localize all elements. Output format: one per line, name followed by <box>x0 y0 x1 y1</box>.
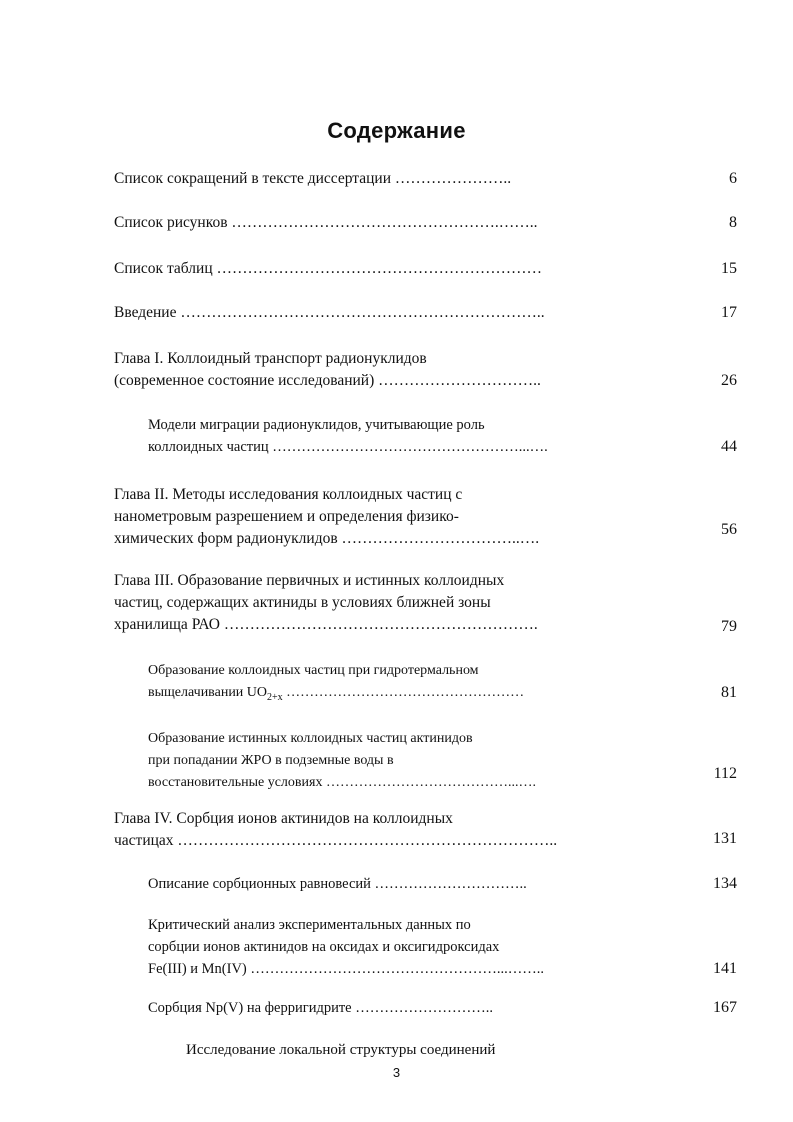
leader-dots: …………………………………………… <box>282 685 525 700</box>
toc-entry-text: сорбции ионов актинидов на оксидах и оксигидроксидах <box>148 939 500 955</box>
toc-entry-text: Критический анализ экспериментальных данных по <box>148 917 471 933</box>
toc-entry-text: восстановительные условиях …………………………………...…. <box>148 775 536 790</box>
toc-entry-text: Исследование локальной структуры соединений <box>186 1042 496 1058</box>
toc-page-number: 81 <box>721 684 737 701</box>
toc-page-number: 141 <box>713 960 737 977</box>
toc-entry-text: Список рисунков …………………………………………….…….. <box>114 214 538 231</box>
toc-page-number: 56 <box>721 521 737 538</box>
toc-page-number: 26 <box>721 372 737 389</box>
toc-entry-text: при попадании ЖРО в подземные воды в <box>148 753 394 768</box>
toc-page-number: 131 <box>713 830 737 847</box>
toc-page-number: 79 <box>721 618 737 635</box>
toc-entry-text: Описание сорбционных равновесий ………………………….. <box>148 876 527 892</box>
toc-entry-text: Сорбция Np(V) на ферригидрите ……………………….. <box>148 1000 493 1016</box>
toc-entry-text: Модели миграции радионуклидов, учитывающие роль <box>148 417 485 433</box>
page-title: Содержание <box>327 118 466 143</box>
formula-prefix: выщелачивании UO <box>148 685 268 700</box>
toc-entry-text: Список сокращений в тексте диссертации ………………….. <box>114 170 512 187</box>
toc-page-number: 8 <box>729 214 737 231</box>
toc-entry-text: Глава III. Образование первичных и истинных коллоидных <box>114 572 505 589</box>
toc-entry-text: (современное состояние исследований) ………………………….. <box>114 372 541 389</box>
toc-entry-text: хранилища РАО ……………………………………………………. <box>114 616 538 633</box>
toc-page-number: 6 <box>729 170 737 187</box>
toc-entry-text: Введение …………………………………………………………….. <box>114 304 545 321</box>
toc-entry-text: Глава I. Коллоидный транспорт радионуклидов <box>114 350 427 367</box>
toc-entry-text: Образование коллоидных частиц при гидротермальном <box>148 663 479 678</box>
toc-entry-text: Глава II. Методы исследования коллоидных частиц с <box>114 486 463 503</box>
toc-entry-text: химических форм радионуклидов ……………………………..…. <box>114 530 540 547</box>
toc-page-number: 15 <box>721 260 737 277</box>
toc-entry-text: Fe(III) и Mn(IV) ……………………………………………...…….. <box>148 961 545 977</box>
toc-entry-text: Список таблиц ……………………………………………………… <box>114 260 543 277</box>
toc-entry-text: нанометровым разрешением и определения физико- <box>114 508 459 525</box>
toc-entry-text <box>148 682 524 704</box>
toc-entry-text: частицах ……………………………………………………………….. <box>114 832 558 849</box>
toc-entry-text: коллоидных частиц ……………………………………………...…. <box>148 439 548 455</box>
toc-page-number: 167 <box>713 999 737 1016</box>
toc-entry-text: Образование истинных коллоидных частиц актинидов <box>148 731 473 746</box>
toc-page-number: 112 <box>713 765 737 782</box>
toc-entry-text: Глава IV. Сорбция ионов актинидов на коллоидных <box>114 810 453 827</box>
toc-page-number: 17 <box>721 304 737 321</box>
toc-page-number: 44 <box>721 438 737 455</box>
page-number: 3 <box>392 1065 401 1080</box>
formula-subscript: 2+x <box>267 691 283 703</box>
toc-entry-text: частиц, содержащих актиниды в условиях ближней зоны <box>114 594 491 611</box>
toc-page-number: 134 <box>713 875 737 892</box>
